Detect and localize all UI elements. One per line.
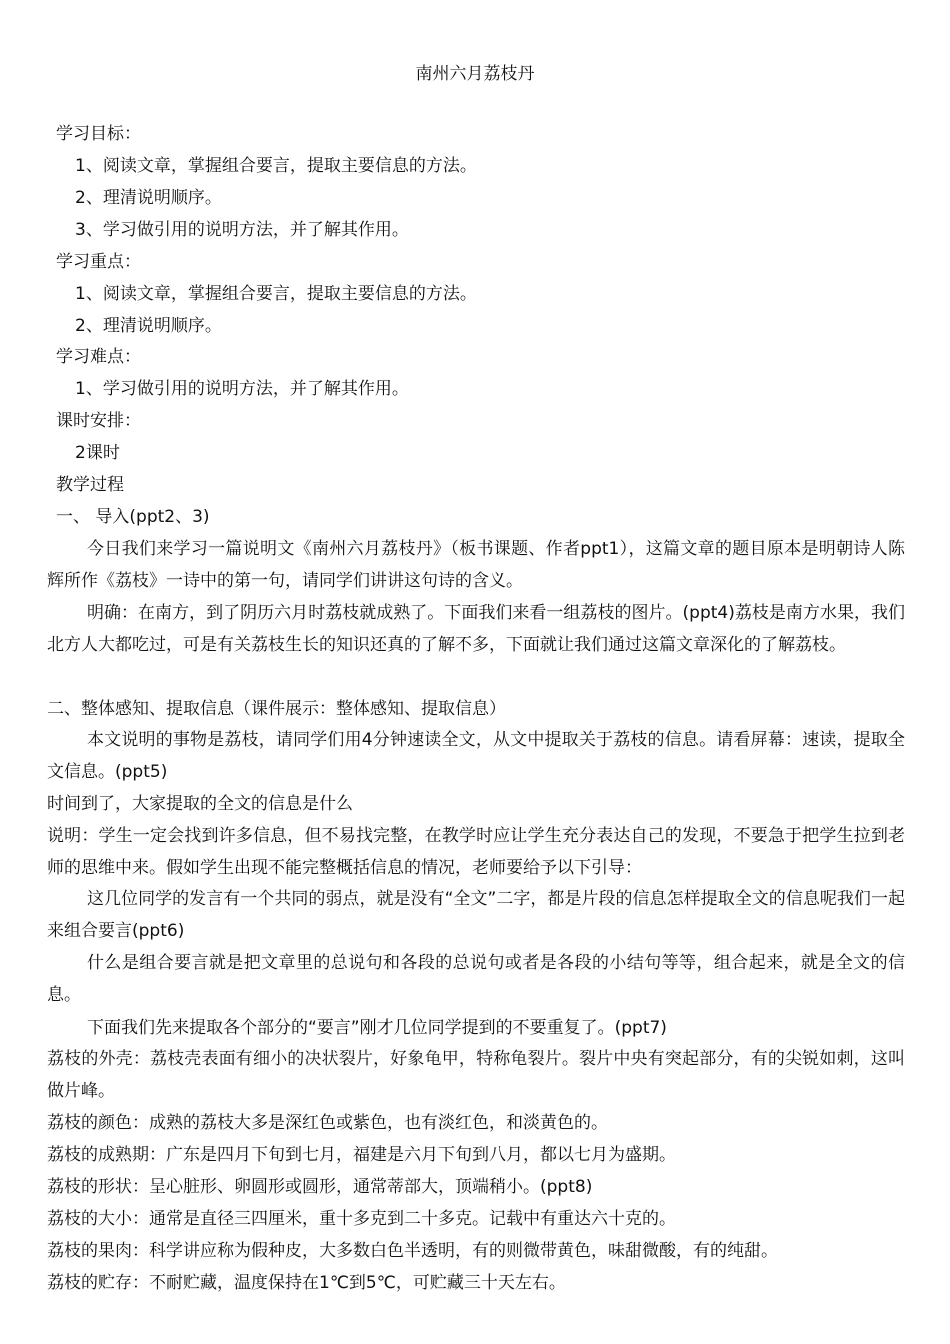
schedule-heading: 课时安排： [56,411,141,431]
schedule-value: 2课时 [75,443,120,463]
time-line: 时间到了，大家提取的全文的信息是什么 [47,794,353,814]
document-title: 南州六月荔枝丹 [415,64,535,84]
clarify-paragraph: 明确：在南方，到了阴历六月时荔枝就成熟了。下面我们来看一组荔枝的图片。(ppt4)荔枝是南方水果，我们北方人大都吃过，可是有关荔枝生长的知识还真的了解不多，下面就让我们通过这篇文章深化的了解荔枝。 [47,603,905,655]
task-paragraph: 本文说明的事物是荔枝，请同学们用4分钟速读全文，从文中提取关于荔枝的信息。请看屏幕：速读，提取全文信息。(ppt5) [47,730,905,782]
storage-line: 荔枝的贮存：不耐贮藏，温度保持在1℃到5℃，可贮藏三十天左右。 [47,1273,566,1293]
note-paragraph: 说明：学生一定会找到许多信息，但不易找完整，在教学时应让学生充分表达自己的发现，不要急于把学生拉到老师的思维中来。假如学生出现不能完整概括信息的情况，老师要给予以下引导： [47,826,905,878]
key-point-item: 1、阅读文章，掌握组合要言，提取主要信息的方法。 [75,284,477,304]
key-points-heading: 学习重点： [56,252,141,272]
guide-paragraph: 这几位同学的发言有一个共同的弱点，就是没有“全文”二字，都是片段的信息怎样提取全文的信息呢我们一起来组合要言(ppt6) [47,889,905,941]
difficulties-heading: 学习难点： [56,347,141,367]
flesh-line: 荔枝的果肉：科学讲应称为假种皮，大多数白色半透明，有的则微带黄色，味甜微酸，有的纯甜。 [47,1241,778,1261]
ripening-line: 荔枝的成熟期：广东是四月下旬到七月，福建是六月下旬到八月，都以七月为盛期。 [47,1145,676,1165]
size-line: 荔枝的大小：通常是直径三四厘米，重十多克到二十多克。记载中有重达六十克的。 [47,1209,676,1229]
intro-paragraph: 今日我们来学习一篇说明文《南州六月荔枝丹》（板书课题、作者ppt1），这篇文章的题目原本是明朝诗人陈辉所作《荔枝》一诗中的第一句，请同学们讲讲这句诗的含义。 [47,539,905,591]
objectives-heading: 学习目标： [56,124,141,144]
key-point-item: 2、理清说明顺序。 [75,316,222,336]
section-heading-intro: 一、 导入(ppt2、3) [56,507,210,527]
shape-line: 荔枝的形状：呈心脏形、卵圆形或圆形，通常蒂部大，顶端稍小。(ppt8) [47,1177,593,1197]
define-paragraph: 什么是组合要言就是把文章里的总说句和各段的总说句或者是各段的小结句等等，组合起来，就是全文的信息。 [47,953,905,1005]
process-heading: 教学过程 [56,475,124,495]
section-heading-perception: 二、整体感知、提取信息（课件展示：整体感知、提取信息） [47,699,506,719]
color-line: 荔枝的颜色：成熟的荔枝大多是深红色或紫色，也有淡红色，和淡黄色的。 [47,1113,608,1133]
extract-line: 下面我们先来提取各个部分的“要言”刚才几位同学提到的不要重复了。(ppt7) [87,1018,667,1038]
objective-item: 1、阅读文章，掌握组合要言，提取主要信息的方法。 [75,156,477,176]
difficulty-item: 1、学习做引用的说明方法，并了解其作用。 [75,379,409,399]
objective-item: 2、理清说明顺序。 [75,188,222,208]
shell-paragraph: 荔枝的外壳：荔枝壳表面有细小的决状裂片，好象龟甲，特称龟裂片。裂片中央有突起部分，有的尖锐如刺，这叫做片峰。 [47,1049,905,1101]
objective-item: 3、学习做引用的说明方法，并了解其作用。 [75,220,409,240]
